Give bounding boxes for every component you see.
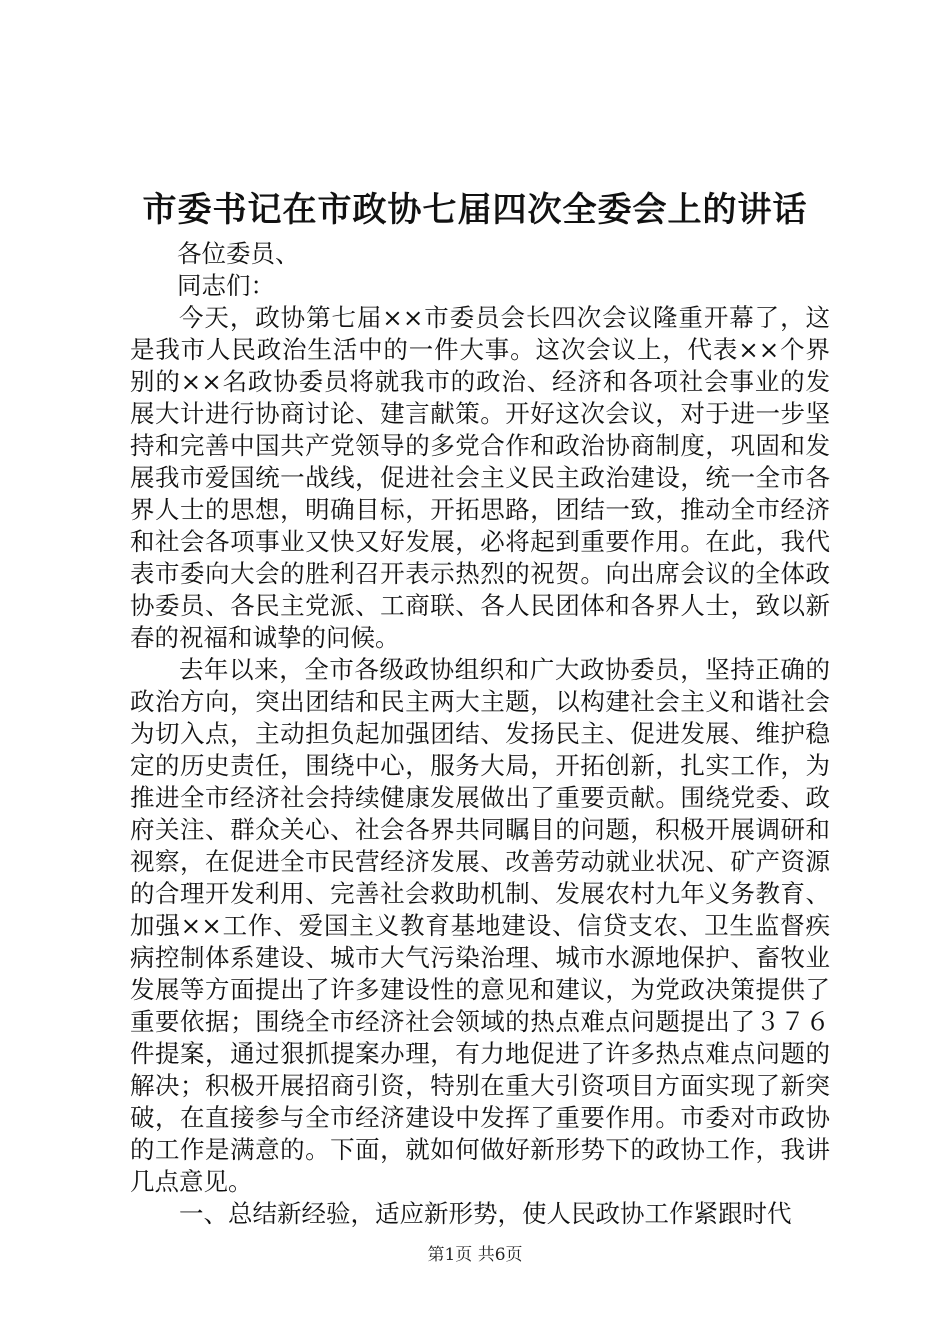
- salutation-line: 同志们：: [177, 271, 275, 300]
- document-title: 市委书记在市政协七届四次全委会上的讲话: [142, 190, 808, 230]
- body-paragraph: 去年以来，全市各级政协组织和广大政协委员，坚持正确的政治方向，突出团结和民主两大主题，以构建社会主义和谐社会为切入点，主动担负起加强团结、发扬民主、促进发展、维护稳定的历史责任，围绕中心，服务大局，开拓创新，扎实工作，为推进全市经济社会持续健康发展做出了重要贡献。围绕党委、政府关注、群众关心、社会各界共同瞩目的问题，积极开展调研和视察，在促进全市民营经济发展、改善劳动就业状况、矿产资源的合理开发利用、完善社会救助机制、发展农村九年义务教育、加强××工作、爱国主义教育基地建设、信贷支农、卫生监督疾病控制体系建设、城市大气污染治理、城市水源地保护、畜牧业发展等方面提出了许多建设性的意见和建议，为党政决策提供了重要依据；围绕全市经济社会领域的热点难点问题提出了３７６件提案，通过狠抓提案办理，有力地促进了许多热点难点问题的解决；积极开展招商引资，特别在重大引资项目方面实现了新突破，在直接参与全市经济建设中发挥了重要作用。市委对市政协的工作是满意的。下面，就如何做好新形势下的政协工作，我讲几点意见。: [130, 655, 830, 1196]
- document-body: [130, 238, 830, 1230]
- section-heading-paragraph: 一、总结新经验，适应新形势，使人民政协工作紧跟时代: [179, 1199, 792, 1228]
- body-paragraph: 今天，政协第七届××市委员会长四次会议隆重开幕了，这是我市人民政治生活中的一件大事。这次会议上，代表××个界别的××名政协委员将就我市的政治、经济和各项社会事业的发展大计进行协商讨论、建言献策。开好这次会议，对于进一步坚持和完善中国共产党领导的多党合作和政治协商制度，巩固和发展我市爱国统一战线，促进社会主义民主政治建设，统一全市各界人士的思想，明确目标，开拓思路，团结一致，推动全市经济和社会各项事业又快又好发展，必将起到重要作用。在此，我代表市委向大会的胜利召开表示热烈的祝贺。向出席会议的全体政协委员、各民主党派、工商联、各人民团体和各界人士，致以新春的祝福和诚挚的问候。: [130, 303, 830, 652]
- page-number-footer: 第1页 共6页: [427, 1245, 523, 1265]
- salutation-line: 各位委员、: [177, 239, 300, 268]
